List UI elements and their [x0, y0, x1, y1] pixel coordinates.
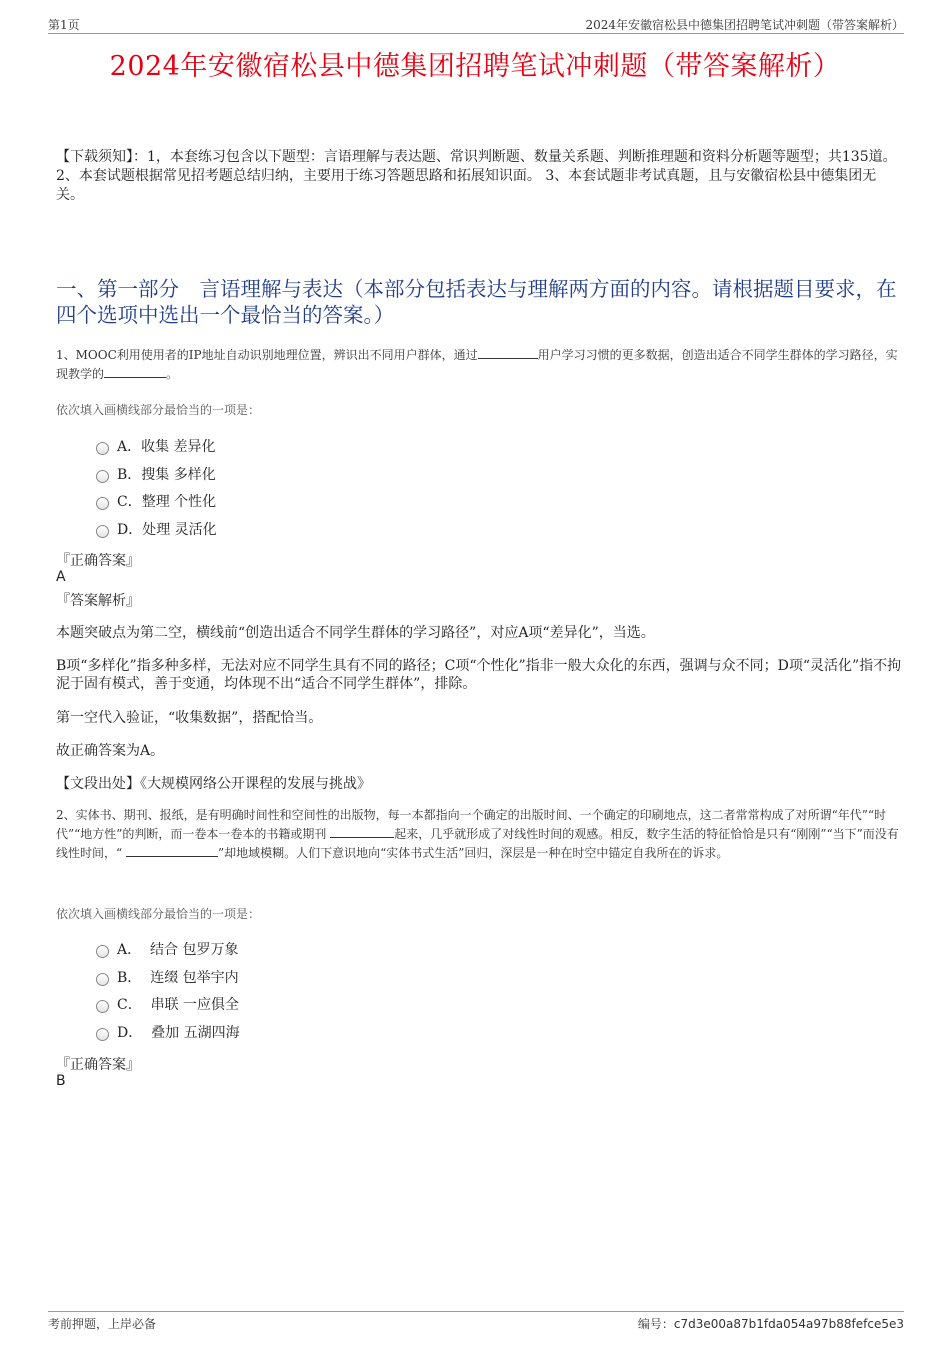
page-footer: [48, 1311, 904, 1333]
question-1-answer-label: 『正确答案』: [56, 553, 140, 569]
radio-icon[interactable]: [96, 973, 109, 986]
question-1-analysis-1: 本题突破点为第二空，横线前“创造出适合不同学生群体的学习路径”，对应A项“差异化”，当选。: [56, 625, 655, 641]
radio-icon[interactable]: [96, 470, 109, 483]
question-2-answer-label: 『正确答案』: [56, 1057, 140, 1073]
radio-icon[interactable]: [96, 945, 109, 958]
header-doc-title: 2024年安徽宿松县中德集团招聘笔试冲刺题（带答案解析）: [585, 18, 904, 32]
footer-code-label: 编号：: [637, 1317, 674, 1331]
question-1-blank-2: [104, 366, 166, 378]
question-2-text-c: ”却地域模糊。人们下意识地向“实体书式生活”回归，深层是一种在时空中锚定自我所在的诉求。: [217, 846, 729, 860]
page-number: 第1页: [48, 18, 80, 32]
download-notice: 【下载须知】：1，本套练习包含以下题型：言语理解与表达题、常识判断题、数量关系题、判断推理题和资料分析题等题型；共135道。 2、本套试题根据常见招考题总结归纳，主要用于练习答题思路和拓展知识面。 3、本套试题非考试真题，且与安徽宿松县中德集团无关。: [56, 149, 897, 203]
radio-icon[interactable]: [96, 1028, 109, 1041]
question-1-analysis-label: 『答案解析』: [56, 593, 140, 609]
question-2-answer: B: [56, 1073, 66, 1089]
footer-slogan: 考前押题，上岸必备: [48, 1317, 157, 1331]
question-1-analysis-3: 第一空代入验证，“收集数据”，搭配恰当。: [56, 710, 323, 726]
question-1-text-a: 1、MOOC利用使用者的IP地址自动识别地理位置，辨识出不同用户群体，通过: [56, 348, 478, 362]
footer-code: [638, 1315, 904, 1332]
question-2-text-a: 2、实体书、期刊、报纸，是有明确时间性和空间性的出版物，每一本都指向一个确定的出版时间、一个确定的印刷地点，这二者常常构成了对所谓“年代”“时代”“地方性”的判断，而一卷本一卷本的书籍或期刊: [56, 808, 887, 841]
radio-icon[interactable]: [96, 525, 109, 538]
section-title: 一、第一部分 言语理解与表达（本部分包括表达与理解两方面的内容。请根据题目要求，在四个选项中选出一个最恰当的答案。）: [56, 277, 897, 327]
question-1-prompt: 依次填入画横线部分最恰当的一项是：: [56, 403, 261, 417]
question-1-analysis-2: B项“多样化”指多种多样，无法对应不同学生具有不同的路径；C项“个性化”指非一般大众化的东西，强调与众不同；D项“灵活化”指不拘泥于固有模式，善于变通，均体现不出“适合不同学生群体”，排除。: [56, 658, 902, 692]
document-title: 2024年安徽宿松县中德集团招聘笔试冲刺题（带答案解析）: [109, 51, 841, 82]
question-1-text-c: 。: [166, 367, 179, 381]
page-header: [48, 14, 904, 34]
radio-icon[interactable]: [96, 497, 109, 510]
question-2-prompt: 依次填入画横线部分最恰当的一项是：: [56, 907, 261, 921]
question-1-text-b: 用户学习习惯的更多数据，创造出适合不同学生群体的学习路径，实现教学的: [56, 348, 898, 381]
question-1-blank-1: [478, 347, 538, 359]
radio-icon[interactable]: [96, 1000, 109, 1013]
question-2-text-b: 起来，几乎就形成了对线性时间的观感。相反，数字生活的特征恰恰是只有“刚刚”“当下”而没有线性时间，“: [56, 827, 899, 860]
question-1-answer: A: [56, 569, 66, 585]
radio-icon[interactable]: [96, 442, 109, 455]
question-2-blank-2: [126, 845, 218, 857]
question-2-stem: [56, 806, 902, 863]
footer-code-value: c7d3e00a87b1fda054a97b88fefce5e3: [673, 1317, 904, 1331]
question-1-source: 【文段出处】《大规模网络公开课程的发展与挑战》: [56, 776, 371, 792]
question-1-analysis-4: 故正确答案为A。: [56, 743, 165, 759]
question-1-stem: [56, 346, 902, 384]
question-2-blank-1: [330, 826, 394, 838]
